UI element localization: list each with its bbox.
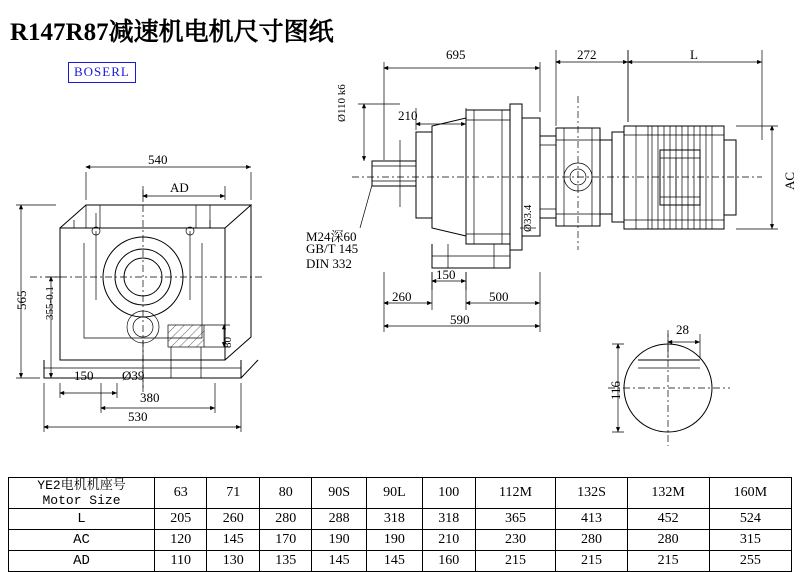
table-row-label: AC	[9, 530, 155, 551]
table-cell: 145	[207, 530, 259, 551]
motor-size-table	[8, 477, 792, 572]
table-cell: 120	[155, 530, 207, 551]
dim-210: 210	[398, 108, 418, 123]
table-cell: 145	[366, 551, 422, 572]
dim-116: 116	[608, 380, 623, 400]
dim-AC: AC	[782, 171, 797, 190]
table-cell: 130	[207, 551, 259, 572]
dim-AD: AD	[170, 180, 189, 195]
dim-260: 260	[392, 289, 412, 304]
left-view-geometry	[30, 190, 262, 395]
note-thread: M24深60	[306, 229, 357, 244]
table-row-label: AD	[9, 551, 155, 572]
table-column-header: 100	[423, 478, 475, 509]
table-cell: 524	[709, 509, 791, 530]
table-cell: 260	[207, 509, 259, 530]
table-cell: 280	[556, 530, 627, 551]
table-column-header: 90L	[366, 478, 422, 509]
table-cell: 315	[709, 530, 791, 551]
table-column-header: 112M	[475, 478, 556, 509]
dim-540: 540	[148, 152, 168, 167]
table-column-header: 63	[155, 478, 207, 509]
table-cell: 215	[627, 551, 709, 572]
table-cell: 452	[627, 509, 709, 530]
table-cell: 135	[259, 551, 311, 572]
main-view-dimension-lines	[358, 50, 778, 332]
table-cell: 170	[259, 530, 311, 551]
table-row-header-label: YE2电机机座号 Motor Size	[9, 478, 155, 509]
note-standard-gb: GB/T 145	[306, 241, 359, 256]
table-cell: 255	[709, 551, 791, 572]
dim-diameter-39: Ø39	[122, 368, 145, 383]
table-column-header: 71	[207, 478, 259, 509]
dim-695: 695	[446, 47, 466, 62]
table-row	[9, 551, 792, 572]
table-cell: 230	[475, 530, 556, 551]
dim-diameter-33-4: Ø33.4	[522, 204, 534, 232]
table-cell: 280	[627, 530, 709, 551]
table-column-header: 90S	[312, 478, 366, 509]
dim-150-left: 150	[74, 368, 94, 383]
table-cell: 280	[259, 509, 311, 530]
table-row-label: L	[9, 509, 155, 530]
page-title: R147R87减速机电机尺寸图纸	[10, 19, 334, 46]
table-cell: 318	[366, 509, 422, 530]
table-row	[9, 530, 792, 551]
note-standard-din: DIN 332	[306, 256, 352, 271]
dim-380: 380	[140, 390, 160, 405]
table-cell: 190	[366, 530, 422, 551]
shaft-section-view	[608, 330, 730, 446]
table-cell: 365	[475, 509, 556, 530]
table-cell: 215	[475, 551, 556, 572]
dim-80: 80	[222, 337, 234, 348]
dim-150-main: 150	[436, 267, 456, 282]
table-column-header: 80	[259, 478, 311, 509]
table-cell: 288	[312, 509, 366, 530]
table-cell: 145	[312, 551, 366, 572]
brand-logo: BOSERL	[68, 62, 136, 83]
dim-28: 28	[676, 322, 689, 337]
table-cell: 160	[423, 551, 475, 572]
table-cell: 413	[556, 509, 627, 530]
dim-565: 565	[14, 290, 29, 310]
table-header-row	[9, 478, 792, 509]
dim-355: 355-0.1	[44, 286, 56, 320]
table-cell: 215	[556, 551, 627, 572]
table-cell: 110	[155, 551, 207, 572]
dim-diameter-110: Ø110 k6	[336, 84, 348, 122]
table-cell: 210	[423, 530, 475, 551]
dim-272: 272	[577, 47, 597, 62]
table-column-header: 132M	[627, 478, 709, 509]
dim-530: 530	[128, 409, 148, 424]
dim-L: L	[690, 47, 698, 62]
table-cell: 205	[155, 509, 207, 530]
table-cell: 190	[312, 530, 366, 551]
table-column-header: 132S	[556, 478, 627, 509]
table-column-header: 160M	[709, 478, 791, 509]
table-cell: 318	[423, 509, 475, 530]
table-row	[9, 509, 792, 530]
dim-500: 500	[489, 289, 509, 304]
dim-590: 590	[450, 312, 470, 327]
